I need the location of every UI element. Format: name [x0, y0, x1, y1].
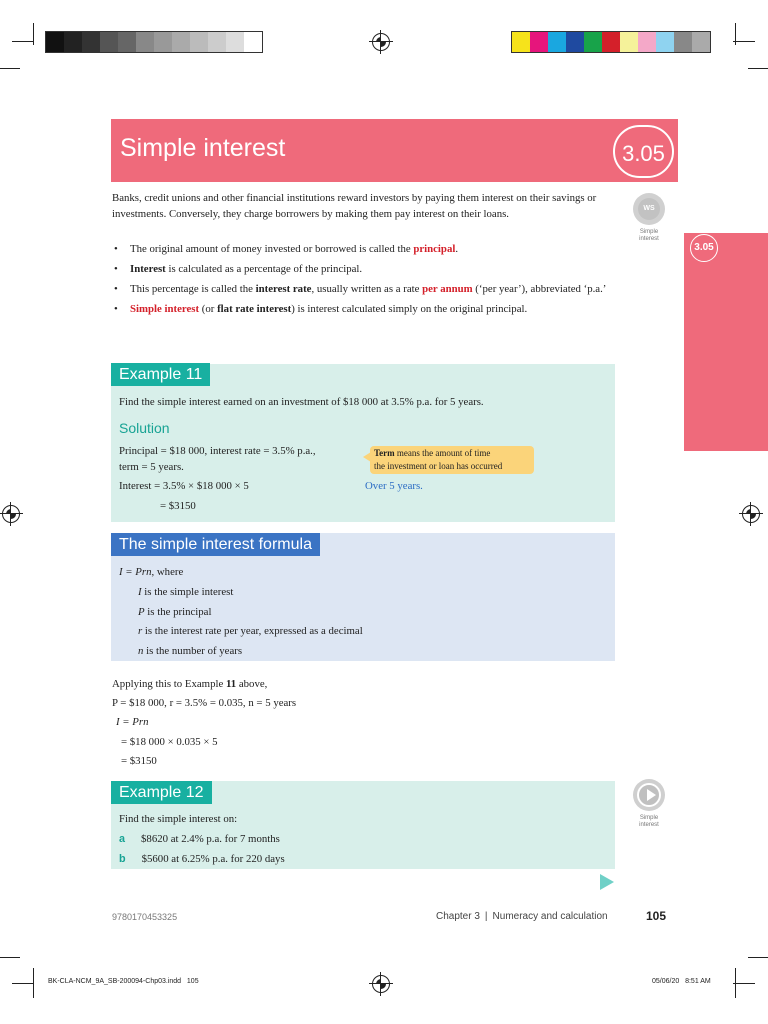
- worksheet-icon[interactable]: [633, 193, 665, 225]
- crop-mark: [733, 41, 755, 42]
- list-item: • This percentage is called the interest rate, usually written as a rate per annum (‘per year’), abbreviated ‘p.a.’: [112, 281, 612, 297]
- crop-mark: [735, 968, 736, 998]
- formula-def-item: n is the number of years: [138, 644, 243, 657]
- video-caption: Simple interest: [639, 815, 659, 828]
- list-item: • The original amount of money invested or borrowed is called the principal.: [112, 241, 612, 257]
- side-tab-section-badge[interactable]: 3.05: [690, 234, 718, 262]
- crop-mark: [33, 23, 34, 45]
- formula-def-item: r is the interest rate per year, expressed as a decimal: [138, 625, 363, 637]
- example-11-solution-heading: Solution: [119, 420, 170, 436]
- applying-equation-3: = $3150: [121, 755, 157, 767]
- list-item: • Interest is calculated as a percentage of the principal.: [112, 261, 612, 277]
- applying-values: P = $18 000, r = 3.5% = 0.035, n = 5 years: [112, 697, 297, 709]
- intro-paragraph: Banks, credit unions and other financial institutions reward investors by paying them interest on their savings or investments. Conversely, they charge borrowers by making them pay interest on their loans.: [112, 192, 597, 220]
- registration-mark-icon: [742, 505, 760, 523]
- example-12-label: Example 12: [111, 781, 212, 804]
- registration-mark-icon: [372, 33, 390, 51]
- example-11-label: Example 11: [111, 363, 210, 386]
- example-11-line-2: term = 5 years.: [119, 461, 184, 473]
- crop-mark: [33, 968, 34, 998]
- side-tab: [684, 233, 768, 451]
- example-11-line-3: Interest = 3.5% × $18 000 × 5: [119, 480, 249, 492]
- example-11-question: Find the simple interest earned on an investment of $18 000 at 3.5% p.a. for 5 years.: [119, 396, 484, 408]
- example-12-part-b: b $5600 at 6.25% p.a. for 220 days: [119, 853, 285, 865]
- crop-mark: [748, 68, 768, 69]
- page-title: Simple interest: [120, 134, 286, 162]
- example-11-line-1: Principal = $18 000, interest rate = 3.5% p.a.,: [119, 445, 316, 457]
- page-number: 105: [646, 909, 667, 923]
- registration-mark-icon: [2, 505, 20, 523]
- term-note-callout: Term means the amount of time the investment or loan has occurred: [370, 446, 534, 474]
- example-12-part-a: a $8620 at 2.4% p.a. for 7 months: [119, 833, 280, 845]
- slug-file-info: BK-CLA-NCM_9A_SB-200094-Chp03.indd 105: [48, 978, 199, 985]
- formula-def-item: I is the simple interest: [138, 586, 234, 598]
- formula-def-item: P is the principal: [138, 605, 212, 618]
- formula-main: I = Prn, where: [119, 566, 184, 578]
- example-11-line-4: = $3150: [160, 500, 196, 512]
- section-badge: 3.05: [613, 125, 674, 178]
- applying-intro: Applying this to Example 11 above,: [112, 678, 268, 690]
- next-page-arrow-icon[interactable]: [600, 874, 614, 890]
- color-bar: [511, 31, 711, 53]
- crop-mark: [12, 41, 34, 42]
- worksheet-icon-label: WS: [638, 198, 660, 220]
- crop-mark: [0, 68, 20, 69]
- crop-mark: [733, 983, 755, 984]
- applying-equation-1: I = Prn: [116, 716, 149, 728]
- registration-mark-icon: [372, 975, 390, 993]
- formula-box-label: The simple interest formula: [111, 533, 320, 556]
- slug-date: 05/06/20 8:51 AM: [652, 978, 711, 985]
- intro-bullet-list: [112, 241, 612, 321]
- formula-definitions: [138, 583, 363, 661]
- grayscale-bar: [45, 31, 263, 53]
- crop-mark: [12, 983, 34, 984]
- applying-equation-2: = $18 000 × 0.035 × 5: [121, 736, 218, 748]
- worksheet-caption: Simple interest: [639, 229, 659, 242]
- crop-mark: [0, 957, 20, 958]
- list-item: • Simple interest (or flat rate interest) is interest calculated simply on the original principal.: [112, 301, 612, 317]
- video-play-icon[interactable]: [633, 779, 665, 811]
- footer-chapter: Chapter 3 | Numeracy and calculation: [436, 911, 608, 922]
- example-12-question: Find the simple interest on:: [119, 813, 238, 825]
- crop-mark: [748, 957, 768, 958]
- example-11-side-note: Over 5 years.: [365, 480, 423, 492]
- footer-isbn: 9780170453325: [112, 912, 178, 922]
- crop-mark: [735, 23, 736, 45]
